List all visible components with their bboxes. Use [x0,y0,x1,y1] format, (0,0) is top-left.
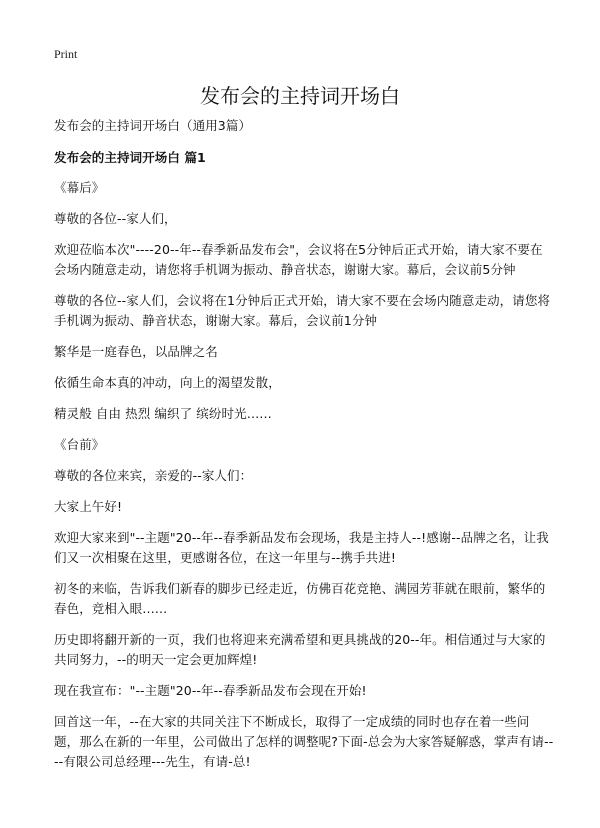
paragraph: 回首这一年，--在大家的共同关注下不断成长，取得了一定成绩的同时也存在着一些问题，那么在新的一年里，公司做出了怎样的调整呢?下面-总会为大家答疑解惑，掌声有请----有限公司总经理---先生，有请-总! [54,714,554,769]
paragraph: 欢迎大家来到"--主题"20--年--春季新品发布会现场，我是主持人--!感谢--品牌之名，让我们又一次相聚在这里，更感谢各位，在这一年里与--携手共进! [54,530,549,565]
paragraph: 初冬的来临，告诉我们新春的脚步已经走近，仿佛百花竞艳、满园芳菲就在眼前，繁华的春色，竞相入眼…… [54,581,546,616]
paragraph: 尊敬的各位来宾，亲爱的--家人们： [54,468,253,483]
paragraph: 历史即将翻开新的一页，我们也将迎来充满希望和更具挑战的20--年。相信通过与大家的共同努力，--的明天一定会更加辉煌! [54,632,546,667]
paragraph: 大家上午好! [54,499,123,514]
document-title: 发布会的主持词开场白 [200,84,400,108]
document-subtitle: 发布会的主持词开场白（通用3篇） [54,118,252,133]
document-body [54,116,554,783]
section-heading: 发布会的主持词开场白 篇1 [54,150,206,165]
paragraph: 精灵般 自由 热烈 编织了 缤纷时光…… [54,406,272,421]
paragraph: 现在我宣布："--主题"20--年--春季新品发布会现在开始! [54,683,367,698]
print-label[interactable]: Print [54,47,78,61]
paragraph: 《幕后》 [54,180,105,195]
paragraph: 欢迎莅临本次"----20--年--春季新品发布会"，会议将在5分钟后正式开始，请大家不要在会场内随意走动，请您将手机调为振动、静音状态，谢谢大家。幕后，会议前5分钟 [54,242,543,277]
paragraph: 《台前》 [54,437,105,452]
paragraph: 依循生命本真的冲动，向上的渴望发散， [54,375,281,390]
paragraph: 尊敬的各位--家人们， [54,211,177,226]
paragraph: 繁华是一庭春色，以品牌之名 [54,344,218,359]
paragraph: 尊敬的各位--家人们，会议将在1分钟后正式开始，请大家不要在会场内随意走动，请您将手机调为振动、静音状态，谢谢大家。幕后，会议前1分钟 [54,293,551,328]
